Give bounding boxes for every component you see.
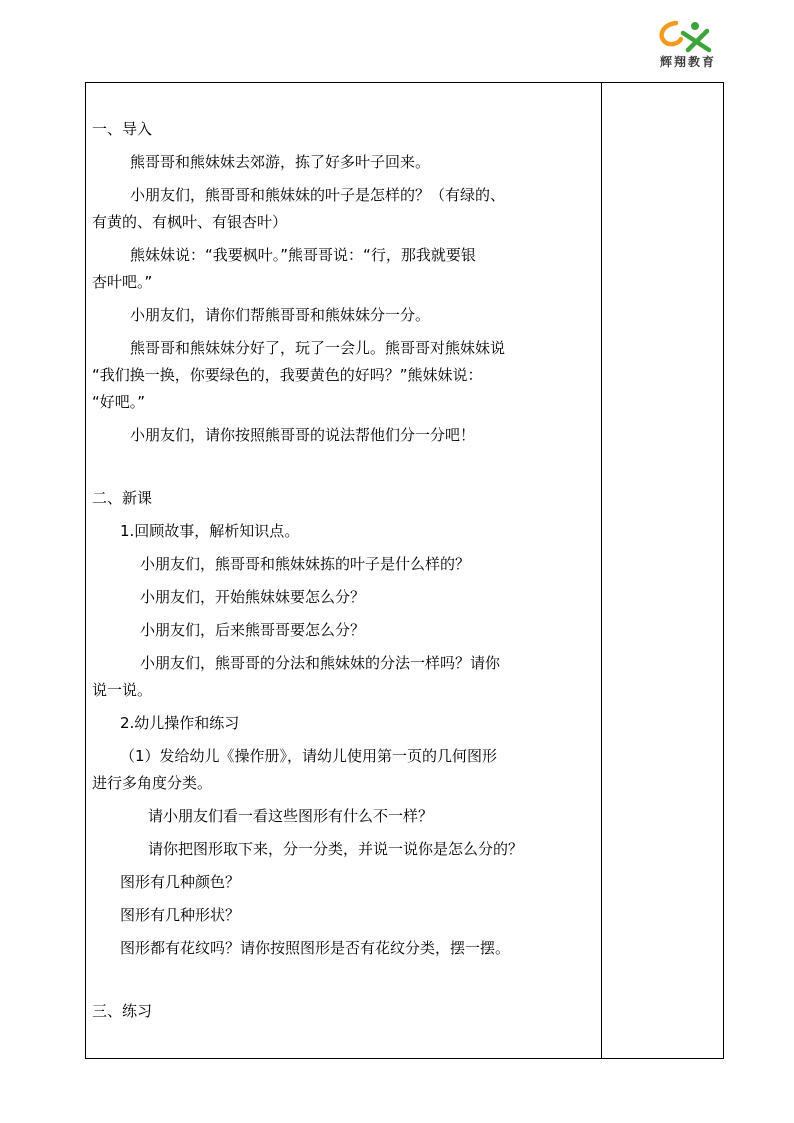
new-lesson-question-4-line-2: 说一说。 [92, 681, 153, 699]
new-lesson-question-4-line-1: 小朋友们，熊哥哥的分法和熊妹妹的分法一样吗？请你 [140, 654, 501, 672]
new-lesson-question-1: 小朋友们，熊哥哥和熊妹妹拣的叶子是什么样的？ [140, 555, 471, 573]
intro-paragraph-3-line-2: 杏叶吧。” [92, 273, 153, 291]
intro-paragraph-5-line-2: “我们换一换，你要绿色的，我要黄色的好吗？”熊妹妹说： [92, 366, 483, 384]
table-column-divider [601, 82, 602, 1059]
new-lesson-ask-4: 图形有几种形状？ [120, 906, 241, 924]
intro-paragraph-1: 熊哥哥和熊妹妹去郊游，拣了好多叶子回来。 [130, 153, 431, 171]
lesson-content [92, 116, 598, 1025]
brand-logo [648, 20, 728, 70]
section-heading-new-lesson: 二、新课 [92, 489, 153, 507]
section-heading-intro: 一、导入 [92, 120, 153, 138]
new-lesson-ask-2: 请你把图形取下来，分一分类，并说一说你是怎么分的？ [148, 840, 524, 858]
brand-logo-icon [654, 20, 720, 54]
intro-paragraph-3-line-1: 熊妹妹说：“我要枫叶。”熊哥哥说：“行，那我就要银 [130, 246, 476, 264]
intro-paragraph-2-line-2: 有黄的、有枫叶、有银杏叶） [92, 213, 288, 231]
section-heading-practice: 三、练习 [92, 1002, 153, 1020]
intro-paragraph-4: 小朋友们，请你们帮熊哥哥和熊妹妹分一分。 [130, 306, 431, 324]
intro-paragraph-5-line-3: “好吧。” [92, 393, 146, 411]
intro-paragraph-2-line-1: 小朋友们，熊哥哥和熊妹妹的叶子是怎样的？（有绿的、 [130, 186, 506, 204]
intro-paragraph-5-line-1: 熊哥哥和熊妹妹分好了，玩了一会儿。熊哥哥对熊妹妹说 [130, 339, 506, 357]
new-lesson-ask-5: 图形都有花纹吗？请你按照图形是否有花纹分类，摆一摆。 [120, 939, 511, 957]
new-lesson-item-1: 1.回顾故事，解析知识点。 [120, 522, 300, 540]
new-lesson-question-3: 小朋友们，后来熊哥哥要怎么分？ [140, 621, 366, 639]
new-lesson-ask-3: 图形有几种颜色？ [120, 873, 241, 891]
brand-logo-text: 辉翔教育 [659, 55, 716, 69]
new-lesson-sub-item-1-line-2: 进行多角度分类。 [92, 774, 213, 792]
new-lesson-ask-1: 请小朋友们看一看这些图形有什么不一样？ [148, 807, 434, 825]
new-lesson-sub-item-1-line-1: （1）发给幼儿《操作册》，请幼儿使用第一页的几何图形 [120, 747, 498, 765]
new-lesson-question-2: 小朋友们，开始熊妹妹要怎么分？ [140, 588, 366, 606]
new-lesson-item-2: 2.幼儿操作和练习 [120, 714, 240, 732]
intro-paragraph-6: 小朋友们，请你按照熊哥哥的说法帮他们分一分吧！ [130, 426, 476, 444]
